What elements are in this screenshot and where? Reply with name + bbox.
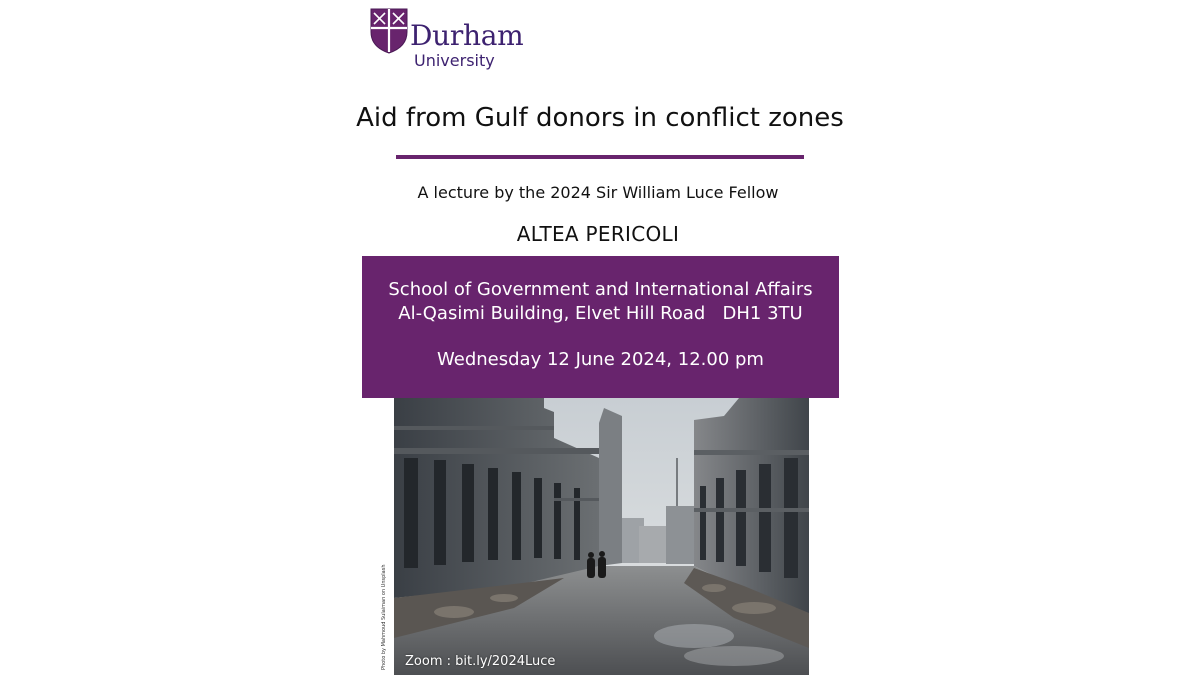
speaker-name: ALTEA PERICOLI	[516, 222, 680, 246]
conflict-zone-photo	[394, 398, 809, 675]
street-ruins-image	[394, 398, 809, 675]
university-crest-icon	[370, 8, 408, 54]
venue-school: School of Government and International Affairs	[388, 279, 813, 300]
photo-credit: Photo by Mahmoud Sulaiman on Unsplash	[381, 564, 387, 670]
event-datetime: Wednesday 12 June 2024, 12.00 pm	[437, 349, 764, 370]
lecture-subtitle: A lecture by the 2024 Sir William Luce Fellow	[417, 183, 779, 202]
venue-address: Al-Qasimi Building, Elvet Hill Road DH1 3TU	[398, 303, 803, 324]
durham-logo	[370, 8, 530, 72]
logo-wordmark-durham: Durham	[410, 19, 524, 52]
lecture-title: Aid from Gulf donors in conflict zones	[356, 103, 844, 133]
zoom-link[interactable]: Zoom : bit.ly/2024Luce	[405, 654, 556, 669]
logo-wordmark-university: University	[414, 51, 495, 70]
title-divider	[396, 155, 804, 159]
venue-panel	[362, 256, 839, 398]
